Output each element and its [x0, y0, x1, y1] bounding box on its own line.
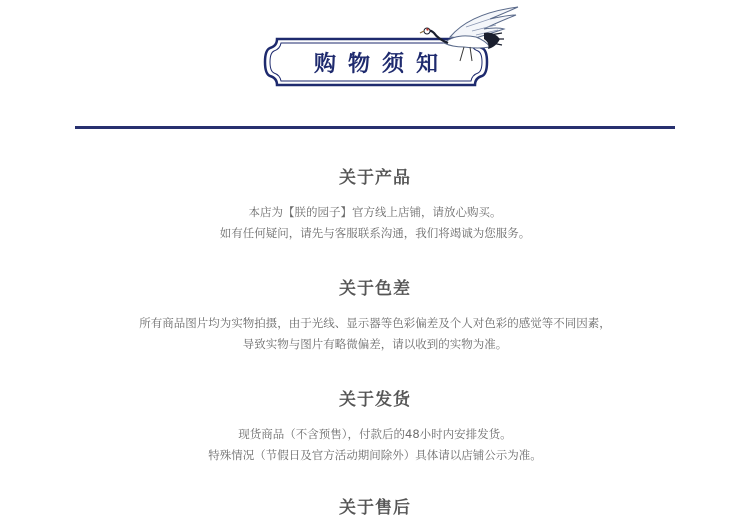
section-heading: 关于售后 [339, 498, 411, 518]
section-heading: 关于产品 [339, 168, 411, 188]
section-text-line: 本店为【朕的园子】官方线上店铺，请放心购买。 [248, 205, 502, 219]
section-text-line: 现货商品（不含预售），付款后的48小时内安排发货。 [238, 427, 512, 441]
crane-illustration [420, 3, 524, 63]
section-heading: 关于色差 [339, 279, 411, 299]
section-text-line: 所有商品图片均为实物拍摄，由于光线、显示器等色彩偏差及个人对色彩的感觉等不同因素， [139, 316, 611, 330]
banner-title: 购物须知 [313, 51, 450, 77]
section-color-difference [0, 278, 750, 355]
section-after-sales [0, 497, 750, 519]
section-shipping [0, 389, 750, 466]
section-product [0, 167, 750, 244]
header-divider [75, 126, 675, 129]
section-text-line: 导致实物与图片有略微偏差，请以收到的实物为准。 [242, 337, 508, 351]
section-text-line: 如有任何疑问，请先与客服联系沟通，我们将竭诚为您服务。 [219, 226, 531, 240]
section-heading: 关于发货 [339, 390, 411, 410]
section-text-line: 特殊情况（节假日及官方活动期间除外）具体请以店铺公示为准。 [208, 448, 542, 462]
